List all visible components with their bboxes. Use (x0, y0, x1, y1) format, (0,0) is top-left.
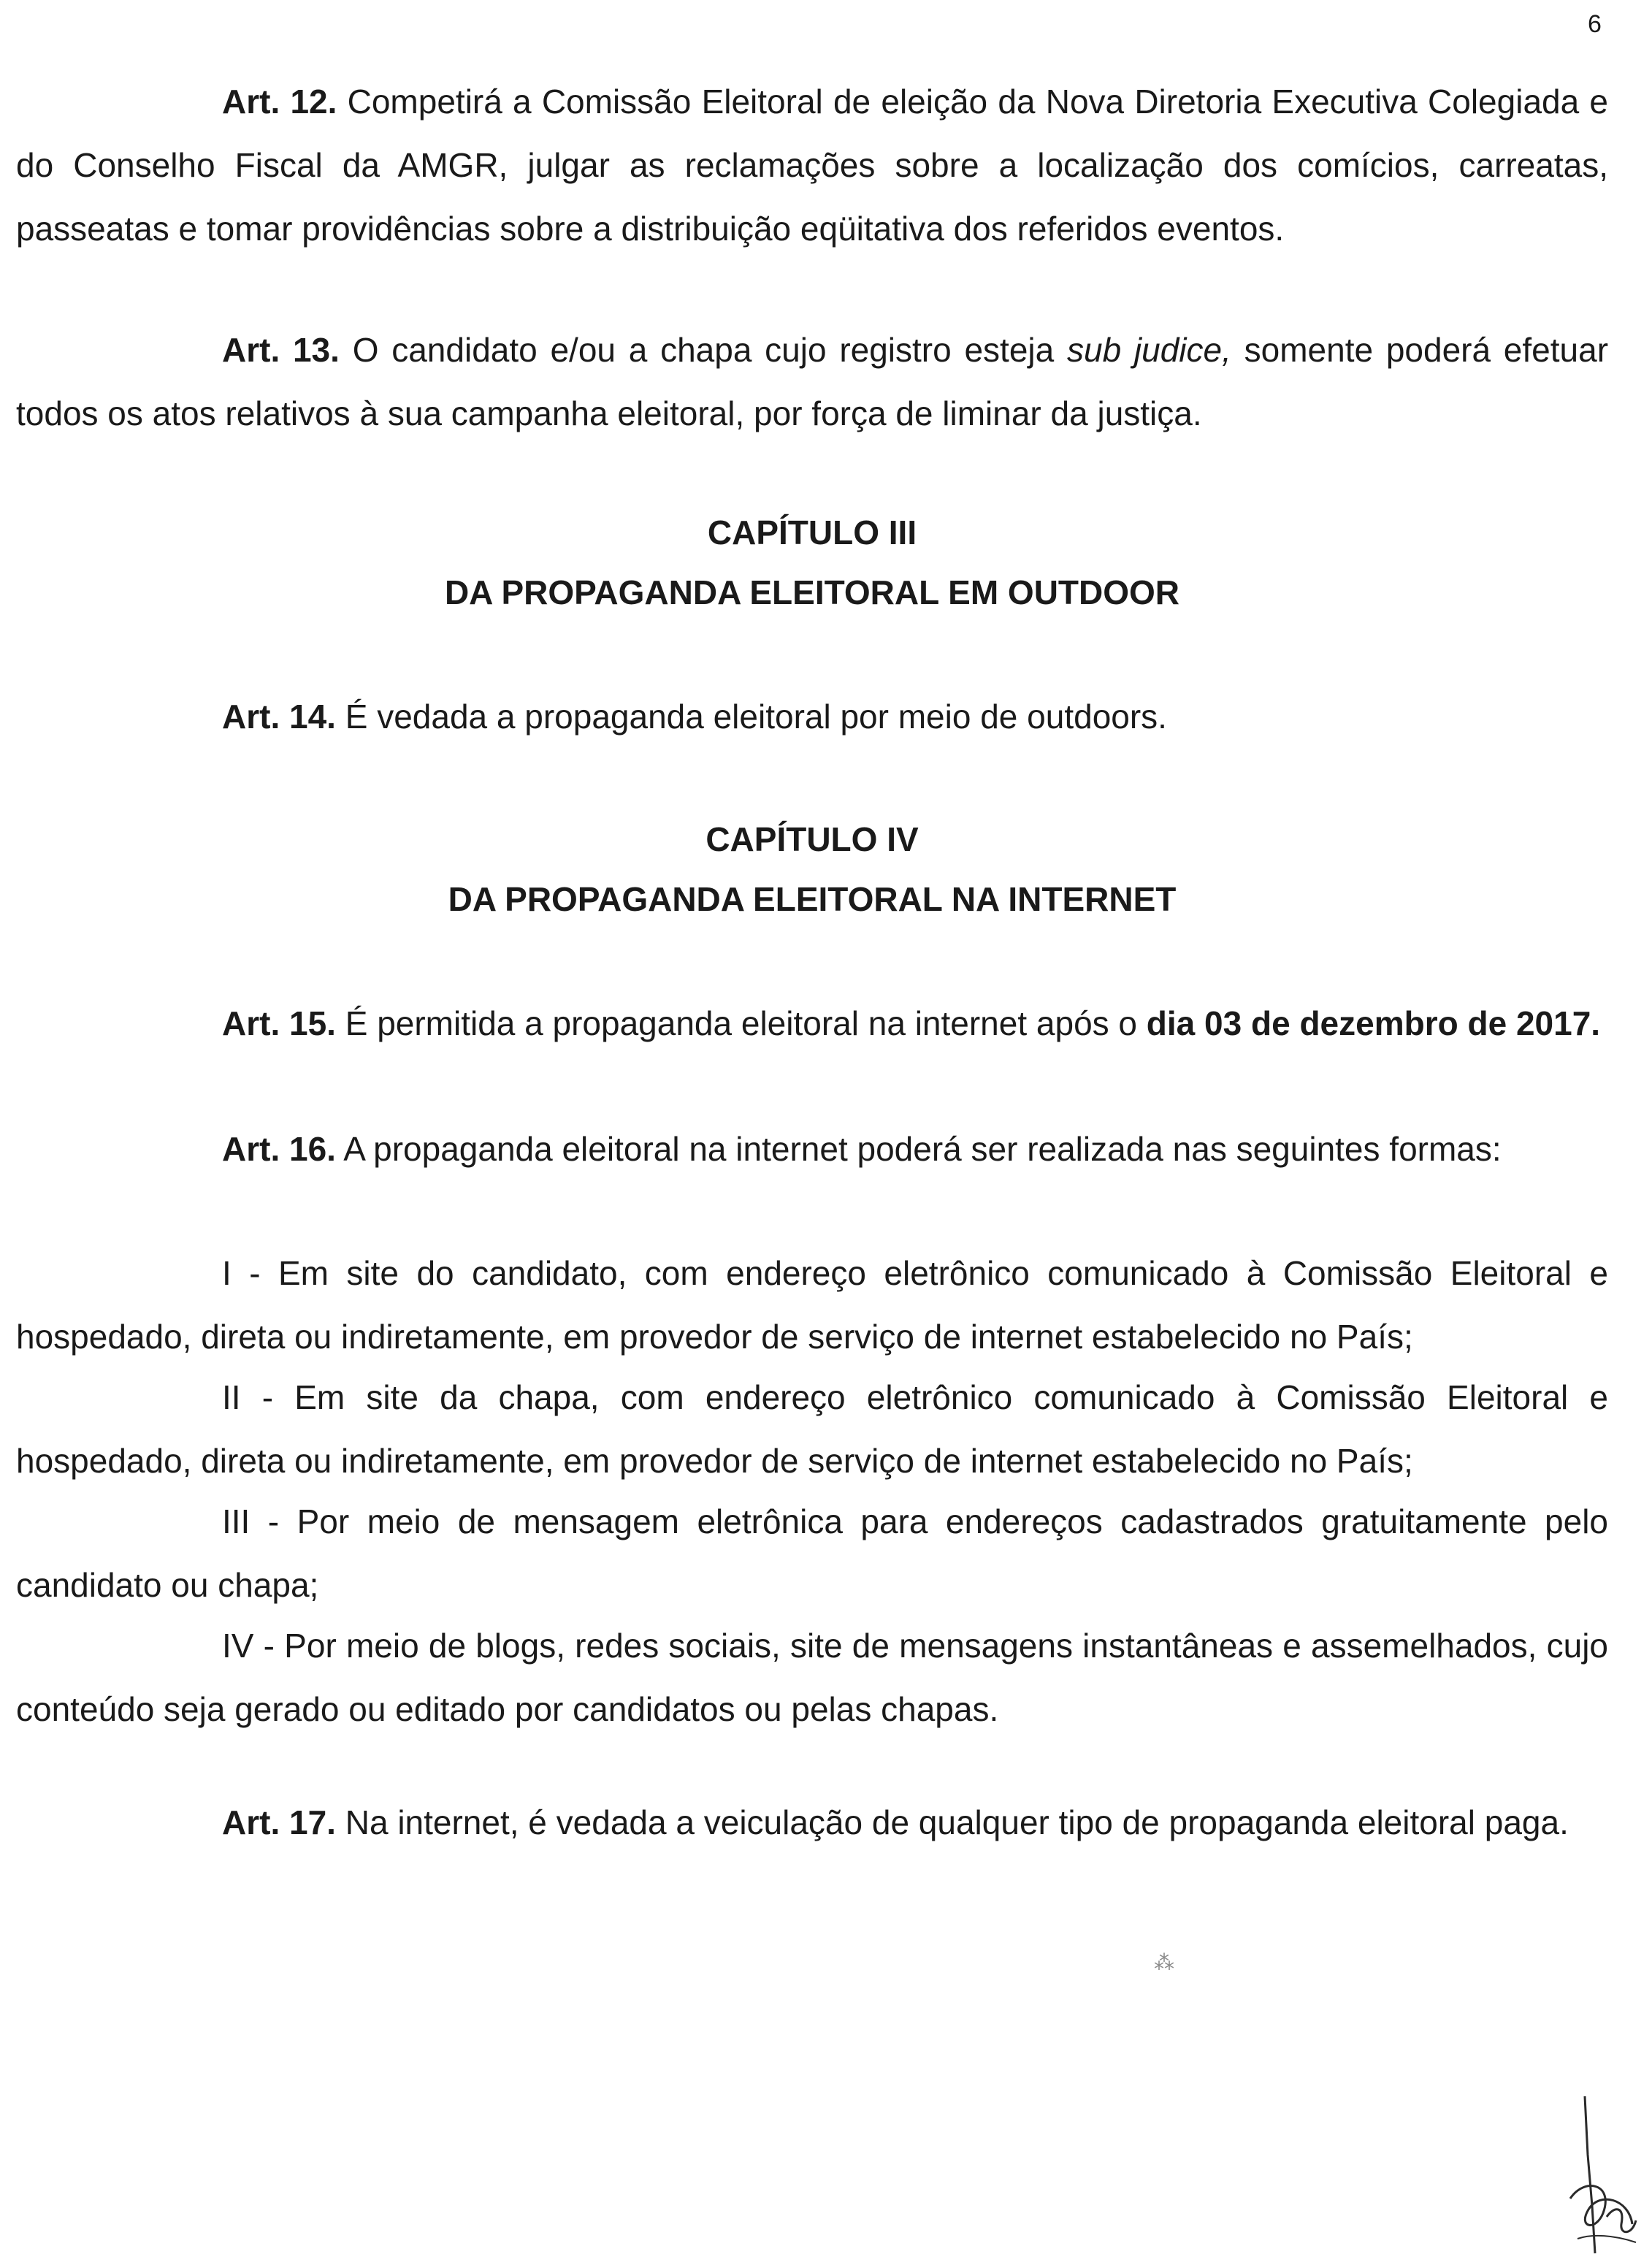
article-13 (16, 318, 1608, 446)
page-number: 6 (1588, 10, 1602, 38)
article-14-text: É vedada a propaganda eleitoral por meio de outdoors. (345, 698, 1167, 736)
chapter-3-title: CAPÍTULO III (707, 513, 917, 551)
article-16-label: Art. 16. (222, 1130, 336, 1168)
chapter-4-subtitle: DA PROPAGANDA ELEITORAL NA INTERNET (448, 880, 1177, 918)
article-15-text: É permitida a propaganda eleitoral na internet após o (345, 1004, 1138, 1042)
list-item: IV - Por meio de blogs, redes sociais, site de mensagens instantâneas e assemelhados, cujo conteúdo seja gerado ou editado por candidatos ou pelas chapas. (16, 1627, 1608, 1728)
article-13-label: Art. 13. (222, 331, 340, 369)
chapter-3-subtitle: DA PROPAGANDA ELEITORAL EM OUTDOOR (444, 573, 1180, 611)
article-12-text: Competirá a Comissão Eleitoral de eleição da Nova Diretoria Executiva Colegiada e do Conselho Fiscal da AMGR, julgar as reclamações sobre a localização dos comícios, carreatas, passeatas e tomar providências sobre a distribuição eqüitativa dos referidos eventos. (16, 83, 1608, 248)
article-15-label: Art. 15. (222, 1004, 336, 1042)
article-16 (16, 1118, 1608, 1181)
article-17-text: Na internet, é vedada a veiculação de qualquer tipo de propaganda eleitoral paga. (345, 1803, 1569, 1841)
article-13-text-before: O candidato e/ou a chapa cujo registro esteja (352, 331, 1055, 369)
signature-initials (1563, 2089, 1643, 2257)
list-item: II - Em site da chapa, com endereço eletrônico comunicado à Comissão Eleitoral e hospedado, direta ou indiretamente, em provedor de serviço de internet estabelecido no País; (16, 1378, 1608, 1480)
list-item: I - Em site do candidato, com endereço eletrônico comunicado à Comissão Eleitoral e hospedado, direta ou indiretamente, em provedor de serviço de internet estabelecido no País; (16, 1254, 1608, 1356)
article-17 (16, 1791, 1608, 1855)
scan-speck: ⁂ (1154, 1951, 1174, 1974)
chapter-4-title: CAPÍTULO IV (705, 820, 919, 858)
article-13-text-after: somente poderá efetuar todos os atos relativos à sua campanha eleitoral, por força de liminar da justiça. (16, 331, 1609, 432)
article-15 (16, 992, 1608, 1055)
article-14-label: Art. 14. (222, 698, 336, 736)
article-15-date: dia 03 de dezembro de 2017. (1146, 1004, 1601, 1042)
article-16-text: A propaganda eleitoral na internet poderá ser realizada nas seguintes formas: (343, 1130, 1502, 1168)
article-13-italic: sub judice, (1066, 331, 1231, 369)
list-item: III - Por meio de mensagem eletrônica para endereços cadastrados gratuitamente pelo candidato ou chapa; (16, 1502, 1608, 1604)
article-14 (16, 685, 1608, 749)
article-12-label: Art. 12. (222, 83, 337, 121)
article-17-label: Art. 17. (222, 1803, 336, 1841)
article-12 (16, 70, 1608, 261)
